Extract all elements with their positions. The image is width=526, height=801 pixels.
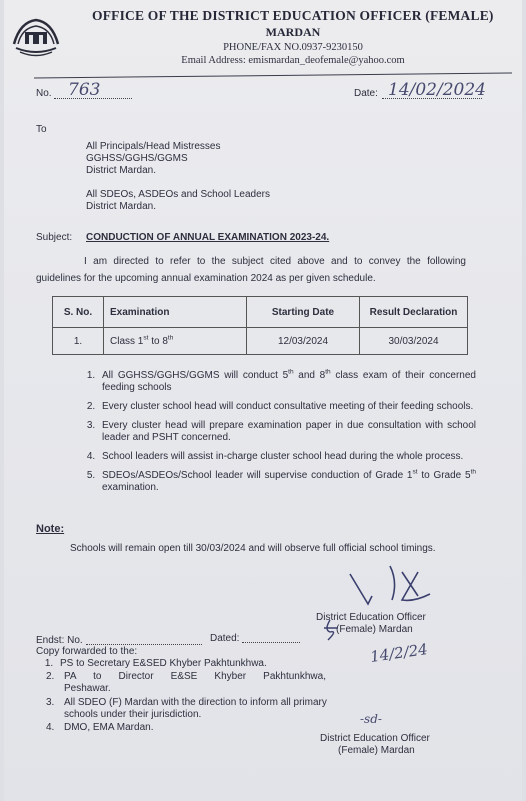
office-title: OFFICE OF THE DISTRICT EDUCATION OFFICER (FEMALE): [92, 8, 494, 23]
schedule-table: [52, 296, 468, 355]
to-label: To: [36, 124, 47, 135]
copy-list: [38, 658, 267, 670]
copy-item-3-num: 3.: [46, 697, 55, 708]
col-header-result-declaration: Result Declaration: [360, 297, 468, 328]
date-value: 14/02/2024: [388, 80, 486, 100]
signature2-office: (Female) Mardan: [338, 745, 415, 756]
intro-line-2: guidelines for the upcoming annual examination 2024 as per given schedule.: [36, 273, 376, 284]
guideline-item: 5. SDEOs/ASDEOs/School leader will supervise conduction of Grade 1st to Grade 5th examination.: [98, 470, 476, 494]
date-label: Date:: [354, 88, 378, 99]
addressee-block-1: [86, 141, 221, 177]
signature2-initials: -sd-: [360, 712, 382, 726]
cell-examination: Class 1st to 8th: [104, 328, 247, 355]
letter-page: [4, 0, 522, 801]
reference-number-value: 763: [68, 80, 101, 100]
cell-sno: 1.: [53, 328, 104, 355]
signature2-designation: District Education Officer: [320, 733, 430, 744]
guidelines-list: [80, 370, 476, 501]
subject-text: CONDUCTION OF ANNUAL EXAMINATION 2023-24.: [86, 232, 330, 243]
letterhead-rule: [34, 72, 512, 78]
copy-item: 1. PS to Secretary E&SED Khyber Pakhtunkhwa.: [56, 658, 267, 670]
addressee-line: All SDEOs, ASDEOs and School Leaders: [86, 189, 270, 200]
guideline-item: 2. Every cluster school head will conduct consultative meeting of their feeding schools.: [98, 401, 476, 413]
intro-line-1: I am directed to refer to the subject cited above and to convey the following: [84, 256, 466, 267]
copy-item-2-num: 2.: [46, 671, 55, 682]
office-phone: PHONE/FAX NO.0937-9230150: [223, 42, 363, 53]
addressee-line: District Mardan.: [86, 201, 157, 212]
endst-label: Endst: No.: [36, 635, 83, 646]
col-header-examination: Examination: [104, 297, 247, 328]
initial-scribble: [320, 618, 342, 642]
signature1-hand-date: 14/2/24: [369, 640, 429, 666]
signature-scribble: [342, 560, 442, 612]
copy-item-3: All SDEO (F) Mardan with the direction to inform all primary schools under their jurisdiction.: [64, 697, 327, 720]
guideline-item: 3. Every cluster head will prepare examination paper in due consultation with school leader and PSHT concerned.: [98, 420, 476, 444]
signature1-designation: District Education Officer: [316, 612, 426, 623]
office-email: Email Address: emismardan_deofemale@yahoo.com: [181, 55, 405, 66]
endst-number-line: [86, 644, 202, 645]
guideline-item: 1. All GGHSS/GGHS/GGMS will conduct 5th and 8th class exam of their concerned feeding schools: [98, 370, 476, 394]
note-text: Schools will remain open till 30/03/2024 and will observe full official school timings.: [70, 543, 436, 554]
copy-item-4-num: 4.: [46, 722, 55, 733]
copy-item-4: DMO, EMA Mardan.: [64, 722, 154, 733]
signature1-office: (Female) Mardan: [336, 624, 413, 635]
col-header-sno: S. No.: [53, 297, 104, 328]
cell-starting-date: 12/03/2024: [247, 328, 360, 355]
cell-result-declaration: 30/03/2024: [360, 328, 468, 355]
guideline-item: 4. School leaders will assist in-charge cluster school head during the whole process.: [98, 451, 476, 463]
endst-dated-label: Dated:: [210, 633, 240, 644]
office-city: MARDAN: [265, 25, 321, 39]
col-header-starting-date: Starting Date: [247, 297, 360, 328]
note-label: Note:: [36, 523, 65, 535]
addressee-block-2: [86, 189, 270, 213]
copy-item-2: PA to Director E&SE Khyber Pakhtunkhwa, Peshawar.: [64, 671, 326, 694]
table-header-row: [53, 297, 468, 328]
subject-label: Subject:: [36, 232, 73, 243]
addressee-line: District Mardan.: [86, 165, 157, 176]
table-row: [53, 328, 468, 355]
addressee-line: All Principals/Head Mistresses: [86, 141, 221, 152]
endst-dated-line: [242, 642, 300, 643]
reference-number-label: No.: [36, 88, 52, 99]
addressee-line: GGHSS/GGHS/GGMS: [86, 153, 188, 164]
copy-forwarded-label: Copy forwarded to the:: [36, 646, 138, 657]
